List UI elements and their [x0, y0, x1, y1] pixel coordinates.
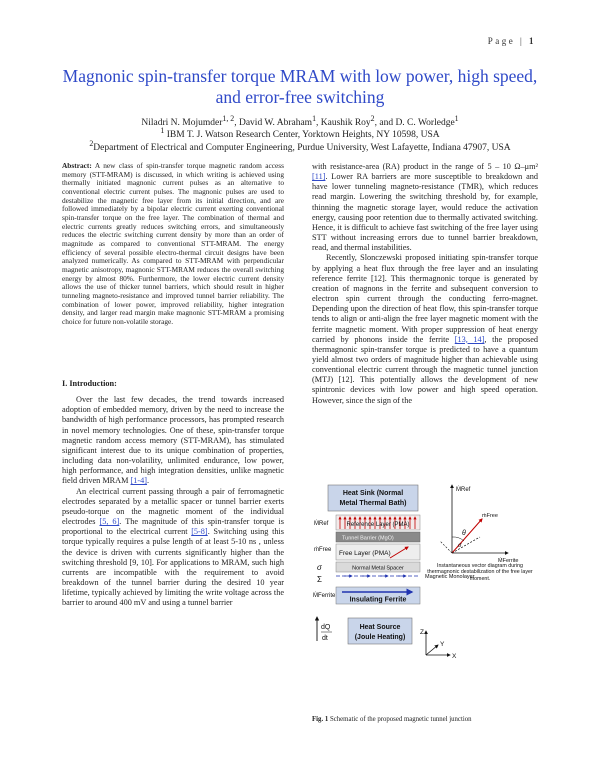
- inset-m-free: ṁFree: [482, 513, 498, 519]
- citation-link[interactable]: [11]: [312, 172, 326, 182]
- paragraph: Recently, Slonczewski proposed initiating spin-transfer torque by applying a heat flux through the free layer and an insulating reference ferrite [12]. This thermagnonic torque is generated by creation of magnons in the ferrite and subsequent conversion to electron spin current through the conducting ferro-magnet. Depending upon the direction of heat flow, this spin-transfer torque tends to align or anti-align the free layer magnetic moment with the ferrite magnetic moment. With proper suppression of heat energy carried by phonons inside the ferrite [13, 14], the proposed thermagnonic spin-transfer torque is predicted to have a quantum yield almost two orders of magnitude higher than achievable using conventional electric current through the magnetic tunnel junction (MTJ) [12]. This potentially allows the development of new spintronic devices with low power and high speed operation. However, since the sign of the: [312, 253, 539, 405]
- paper-title: Magnonic spin-transfer torque MRAM with low power, high speed, and error-free switching: [62, 66, 538, 107]
- magnetic-monolayer-label: Magnetic Monolayer: [425, 574, 475, 580]
- vector-diagram-inset: [440, 485, 508, 553]
- coordinate-axes-icon: [426, 631, 450, 655]
- m-ferrite-label: ṀFerrite: [313, 593, 336, 599]
- citation-link[interactable]: [1-4]: [130, 476, 148, 486]
- heat-source-label: (Joule Heating): [354, 634, 406, 641]
- author-list: Niladri N. Mojumder$^{1, 2}$, David W. Abraham$^1$, Kaushik Roy$^2$, and D. C. Worledge$^1$: [141, 114, 459, 129]
- figure-caption: Fig. 1 Schematic of the proposed magnetic tunnel junction: [312, 716, 472, 723]
- page-number: Page | 1: [487, 36, 536, 46]
- paragraph: An electrical current passing through a pair of ferromagnetic electrodes separated by a metallic spacer or tunnel barrier exerts pseudo-torque on the magnetic moment of the individual electrodes [5, 6]. The magnitude of this spin-transfer torque is proportional to the electrical current [5-8]. Switching using this torque typically requires a pulse length of at least 5-10 ns , unless the device is driven with currents significantly higher than the switching threshold [9, 10]. For applications to MRAM, such high currents are incompatible with the requirement to avoid breakdown of the tunnel barrier during the desired 10 year lifetime, typically achieved by limiting the write voltage across the barrier to around 400 mV and using a tunnel barrier: [62, 486, 284, 608]
- heat-sink-label: Heat Sink (Normal: [342, 490, 404, 497]
- citation-link[interactable]: [13, 14]: [454, 334, 485, 344]
- dq-label: dQ: [321, 624, 331, 631]
- ferrite-label: Insulating Ferrite: [349, 596, 407, 604]
- author: Niladri N. Mojumder: [141, 118, 223, 129]
- right-column-text: [312, 162, 538, 406]
- free-layer-label: Free Layer (PMA): [339, 550, 391, 557]
- abstract-label: Abstract:: [62, 161, 92, 170]
- sigma-label: σ: [317, 563, 322, 572]
- tunnel-barrier-label: Tunnel Barrier (MgO): [342, 535, 394, 542]
- heat-sink-label: Metal Thermal Bath): [339, 500, 407, 507]
- introduction-section: [62, 379, 284, 608]
- heat-source-label: Heat Source: [359, 624, 401, 631]
- author: Kaushik Roy: [320, 118, 371, 129]
- inset-sigma: σ: [458, 543, 462, 549]
- heat-sink-block: [328, 485, 418, 511]
- sum-label: Σ: [317, 575, 322, 584]
- inset-m-ferrite: ṀFerrite: [498, 558, 519, 564]
- mtj-schematic-figure: [312, 479, 538, 704]
- affiliation-1: $^1$ IBM T. J. Watson Research Center, Yorktown Heights, NY 10598, USA: [160, 126, 440, 141]
- axis-z-label: Z: [420, 629, 424, 636]
- abstract-text: A new class of spin-transfer torque magnetic random access memory (STT-MRAM) is discussed, in which writing is achieved using thermally initiated magnonic current pulses as an alternative to conventional electric current pulses. The magnonic pulses are used to destabilize the magnetic free layer from its initial direction, and are followed immediately by a bipolar electric current exerting conventional spin-transfer torque on the free layer. The combination of thermal and electric currents greatly reduces switching errors, and simultaneously reduces the electric switching current density by more than an order of magnitude as compared to conventional STT-MRAM. The energy efficiency of several possible electro-thermal circuit designs have been analyzed numerically. As compared to STT-MRAM with perpendicular magnetic anisotropy, magnonic STT-MRAM reduces the overall switching energy by almost 80%. Furthermore, the lower electric current density allows the use of thicker tunnel barriers, which should result in higher tunneling magneto-resistance and improved tunnel barrier reliability. The combination of lower power, improved reliability, higher integration density, and larger read margin make magnonic STT-MRAM a promising choice for future non-volatile storage.: [62, 161, 284, 326]
- paragraph: Over the last few decades, the trend towards increased adoption of embedded memory, driven by the need to increase the bandwidth of high performance processors, has prompted research in novel memory technologies. One of these, spin-transfer torque magnetic random access memory (STT-MRAM), has stimulated significant interest due to its unique combination of properties, including data non-volatility, unlimited endurance, low power, high performance, and high integration densities, unlike magnetic field driven MRAM [1-4].: [62, 395, 284, 486]
- axis-y-label: Y: [440, 641, 445, 648]
- author: David W. Abraham: [238, 118, 313, 129]
- m-free-label: ṁFree: [314, 547, 332, 553]
- axis-x-label: X: [452, 653, 457, 660]
- citation-link[interactable]: [5, 6]: [99, 517, 120, 527]
- dt-label: dt: [322, 635, 328, 642]
- inset-m-ref: ṀRef: [456, 487, 471, 493]
- affiliation-2: $^2$Department of Electrical and Computer Engineering, Purdue University, West Lafayette, Indiana 47907, USA: [89, 139, 511, 154]
- section-heading: I. Introduction:: [62, 379, 117, 388]
- citation-link[interactable]: [5-8]: [191, 527, 208, 537]
- abstract: [62, 162, 284, 326]
- m-ref-label: ṀRef: [314, 521, 329, 527]
- spacer-label: Normal Metal Spacer: [352, 565, 404, 572]
- inset-theta: θ: [462, 530, 466, 537]
- author: and D. C. Worledge: [379, 118, 455, 129]
- paragraph: with resistance-area (RA) product in the range of 5 – 10 Ω–μm² [11]. Lower RA barriers are more susceptible to breakdown and have lower tunneling magneto-resistance (TMR), which reduces read margin. Lowering the switching threshold by, for example, thinning the magnetic storage layer, would reduce the activation energy, causing poor retention due to thermally activated switching. Hence, it is difficult to achieve fast switching of the free layer using STT without increasing errors due to tunnel barrier breakdown, read, and thermal instabilities.: [312, 162, 538, 253]
- inset-caption: Instantaneous vector diagram during thermagnonic destabilization of the free layer moment.: [427, 563, 533, 582]
- reference-layer-label: Reference Layer (PMA): [346, 522, 410, 528]
